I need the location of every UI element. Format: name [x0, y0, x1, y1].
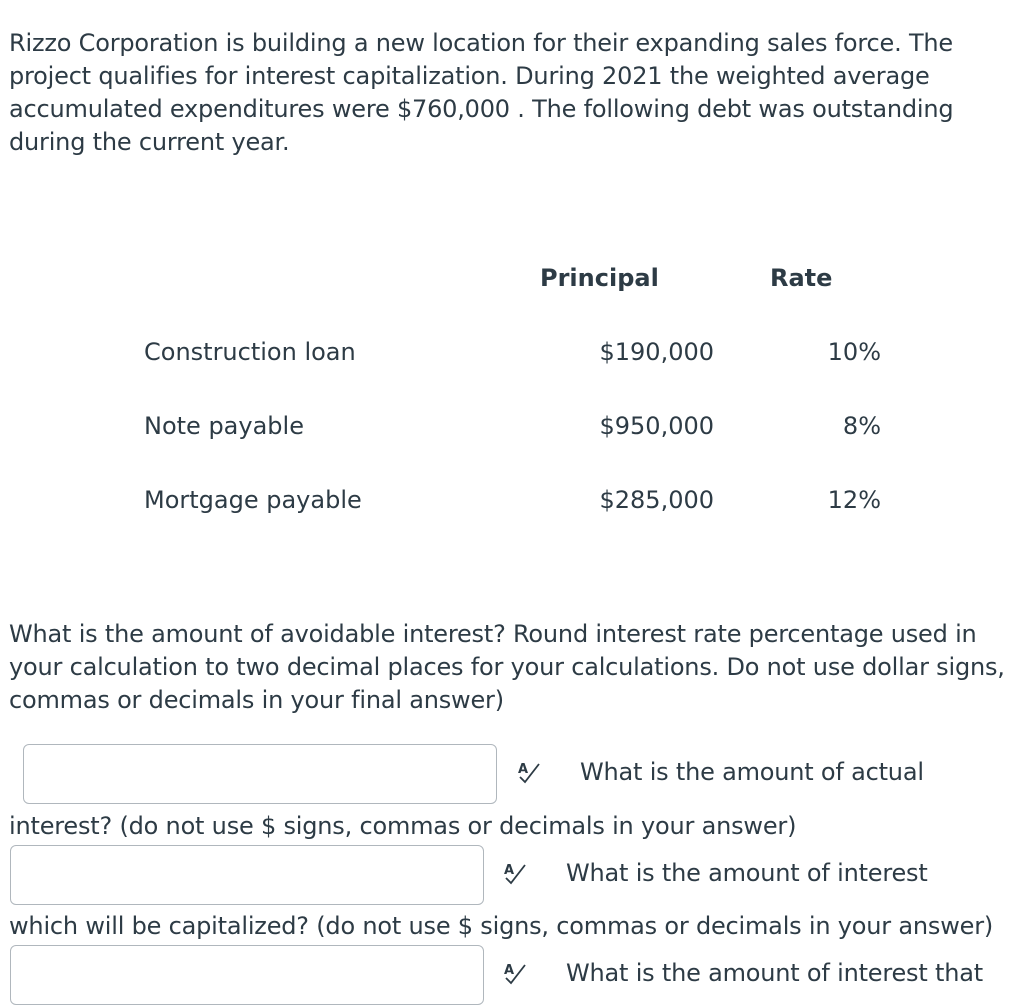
row-label-construction-loan: Construction loan [144, 338, 356, 366]
svg-text:A: A [504, 863, 515, 878]
svg-text:A: A [518, 762, 529, 777]
actual-interest-input[interactable] [10, 845, 484, 905]
row-rate-mortgage-payable: 12% [827, 486, 881, 514]
question-actual-interest: What is the amount of actual [580, 758, 924, 786]
capitalized-interest-input[interactable] [10, 945, 484, 1005]
question-actual-interest-continued: interest? (do not use $ signs, commas or decimals in your answer) [9, 812, 797, 840]
spellcheck-icon[interactable] [516, 760, 542, 786]
header-principal: Principal [540, 264, 659, 292]
row-principal-mortgage-payable: $285,000 [599, 486, 714, 514]
row-principal-note-payable: $950,000 [599, 412, 714, 440]
row-rate-note-payable: 8% [842, 412, 881, 440]
header-rate: Rate [770, 264, 833, 292]
question-capitalized-interest: What is the amount of interest [566, 859, 928, 887]
problem-intro: Rizzo Corporation is building a new location for their expanding sales force. The project qualifies for interest capitalization. During 2021 the weighted average accumulated expenditures were $760,000 . The following debt was outstanding during the current year. [9, 29, 954, 156]
spellcheck-icon[interactable] [502, 961, 528, 987]
svg-text:A: A [504, 963, 515, 978]
row-label-note-payable: Note payable [144, 412, 304, 440]
question-avoidable-interest: What is the amount of avoidable interest? Round interest rate percentage used in your calculation to two decimal places for your calculations. Do not use dollar signs, commas or decimals in your final answer) [9, 620, 1005, 714]
row-principal-construction-loan: $190,000 [599, 338, 714, 366]
question-interest-next: What is the amount of interest that [566, 959, 983, 987]
row-label-mortgage-payable: Mortgage payable [144, 486, 362, 514]
avoidable-interest-input[interactable] [23, 744, 497, 804]
spellcheck-icon[interactable] [502, 861, 528, 887]
question-capitalized-interest-continued: which will be capitalized? (do not use $ signs, commas or decimals in your answer) [9, 912, 994, 940]
row-rate-construction-loan: 10% [827, 338, 881, 366]
